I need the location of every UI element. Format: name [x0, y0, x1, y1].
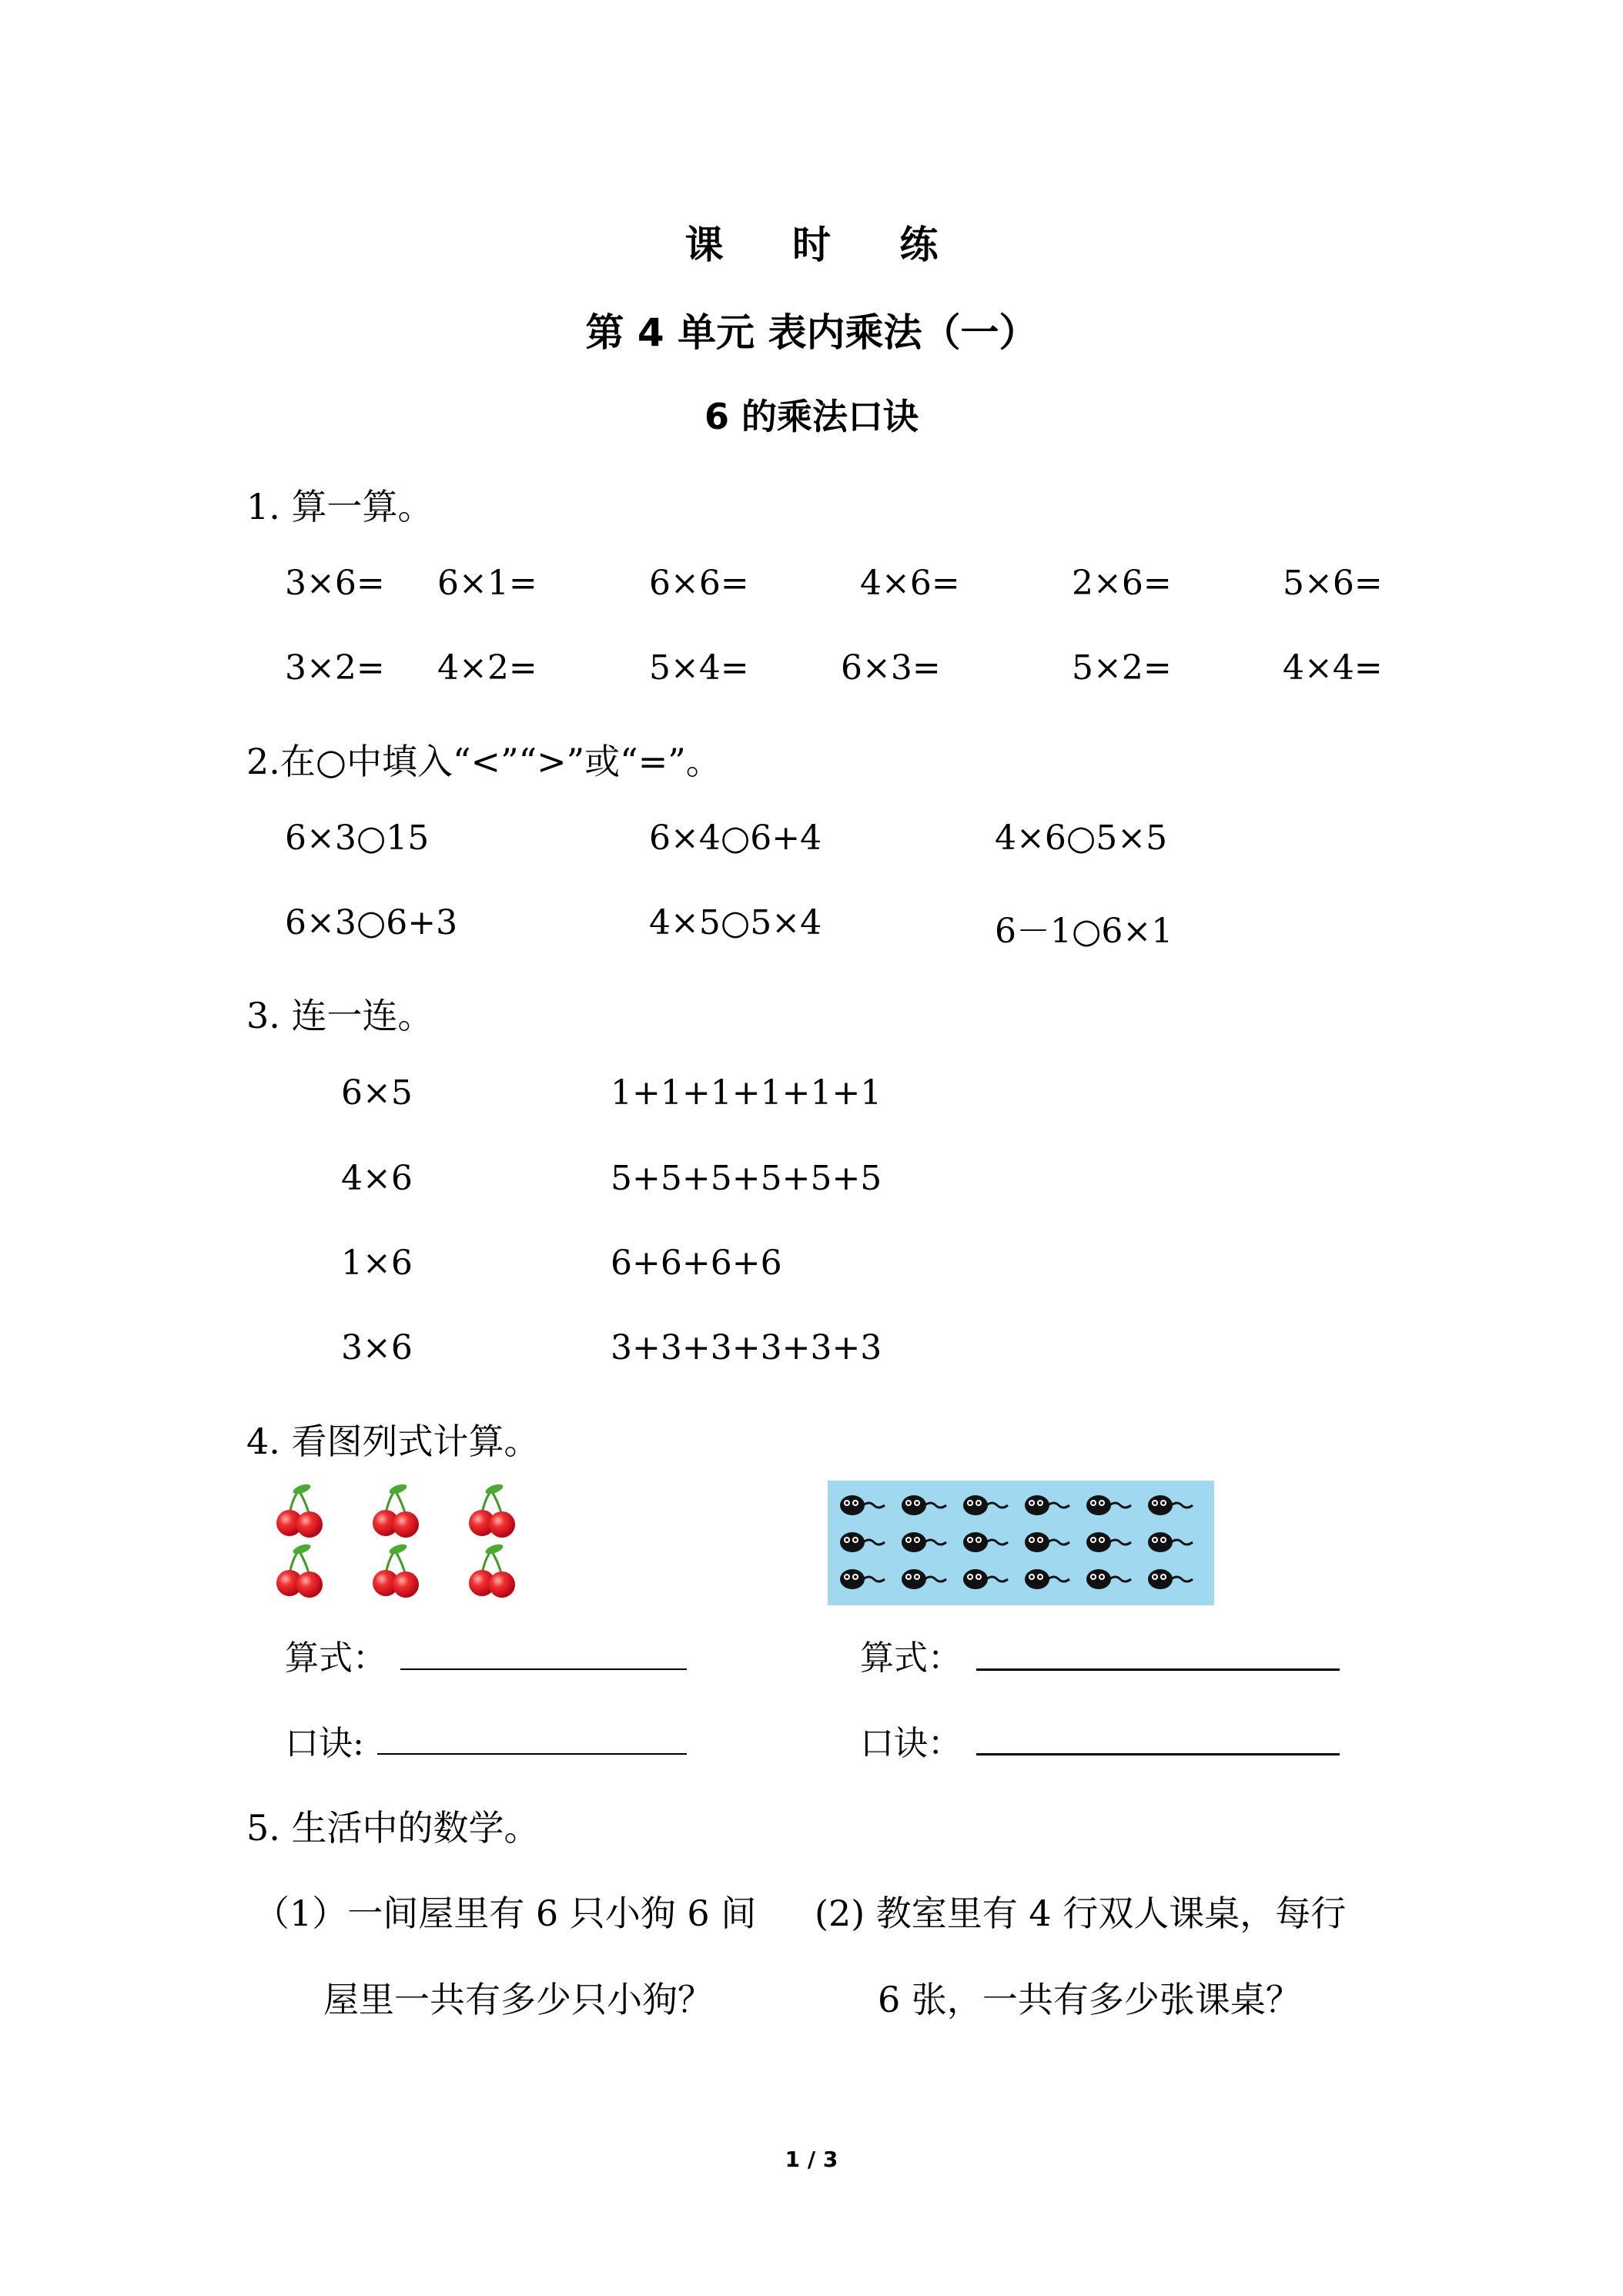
q1-item: 4×2= — [437, 648, 537, 688]
q5-problem2-line2: 6 张，一共有多少张课桌？ — [878, 1979, 1301, 2020]
cherry-pair — [276, 1542, 323, 1598]
right-formula-label: 算式： — [860, 1638, 962, 1678]
lesson-title: 6 的乘法口诀 — [704, 396, 919, 437]
q3-left-item: 6×5 — [341, 1073, 413, 1113]
right-rhyme-label: 口诀： — [860, 1724, 962, 1763]
q3-right-item: 3+3+3+3+3+3 — [611, 1328, 882, 1367]
q3-heading: 3. 连一连。 — [246, 995, 433, 1036]
left-formula-label: 算式： — [285, 1638, 387, 1678]
q2-heading: 2.在○中填入“<”“>”或“=”。 — [246, 741, 721, 782]
right-formula-answer-line[interactable] — [976, 1634, 1340, 1671]
left-formula-answer-line[interactable] — [400, 1634, 687, 1670]
q3-right-item: 1+1+1+1+1+1 — [611, 1073, 882, 1113]
left-rhyme-label: 口诀: — [285, 1724, 364, 1763]
q3-left-item: 3×6 — [341, 1328, 413, 1367]
q1-item: 6×6= — [649, 564, 749, 603]
tadpoles-picture — [828, 1481, 1214, 1605]
q1-item: 4×6= — [860, 564, 960, 603]
right-rhyme-answer-line[interactable] — [976, 1719, 1340, 1755]
q2-item: 4×6○5×5 — [995, 818, 1168, 858]
q1-item: 5×6= — [1283, 564, 1383, 603]
page-number: 1 / 3 — [785, 2147, 838, 2172]
q5-heading: 5. 生活中的数学。 — [246, 1807, 540, 1849]
cherry-pair — [373, 1484, 419, 1538]
cherries-picture — [276, 1484, 545, 1608]
q1-item: 2×6= — [1072, 564, 1172, 603]
cherry-pair — [469, 1542, 515, 1598]
cherry-pair — [276, 1484, 323, 1538]
worksheet-title: 课 时 练 — [684, 223, 966, 267]
left-rhyme-answer-line[interactable] — [377, 1719, 687, 1755]
q3-right-item: 6+6+6+6 — [611, 1243, 782, 1283]
q1-item: 3×6= — [285, 564, 385, 603]
q2-item: 6×4○6+4 — [649, 818, 822, 858]
q3-left-item: 1×6 — [341, 1243, 413, 1283]
q1-item: 3×2= — [285, 648, 385, 688]
unit-title: 第 4 单元 表内乘法（一） — [585, 310, 1038, 355]
q5-problem2-line1: (2) 教室里有 4 行双人课桌，每行 — [815, 1893, 1347, 1934]
q1-item: 6×1= — [437, 564, 537, 603]
q2-item: 6－1○6×1 — [995, 912, 1173, 951]
q2-item: 6×3○15 — [285, 818, 430, 858]
q3-right-item: 5+5+5+5+5+5 — [611, 1159, 882, 1198]
q1-item: 6×3= — [841, 648, 941, 688]
q1-heading: 1. 算一算。 — [246, 486, 433, 527]
q1-item: 4×4= — [1283, 648, 1383, 688]
q1-item: 5×2= — [1072, 648, 1172, 688]
q3-left-item: 4×6 — [341, 1159, 413, 1198]
q2-item: 6×3○6+3 — [285, 903, 458, 942]
q1-item: 5×4= — [649, 648, 749, 688]
cherry-pair — [373, 1542, 419, 1598]
q5-problem1-line2: 屋里一共有多少只小狗？ — [323, 1979, 713, 2020]
q2-item: 4×5○5×4 — [649, 903, 822, 942]
q5-problem1-line1: （1）一间屋里有 6 只小狗 6 间 — [254, 1893, 757, 1934]
q4-heading: 4. 看图列式计算。 — [246, 1421, 540, 1462]
cherry-pair — [469, 1484, 515, 1538]
